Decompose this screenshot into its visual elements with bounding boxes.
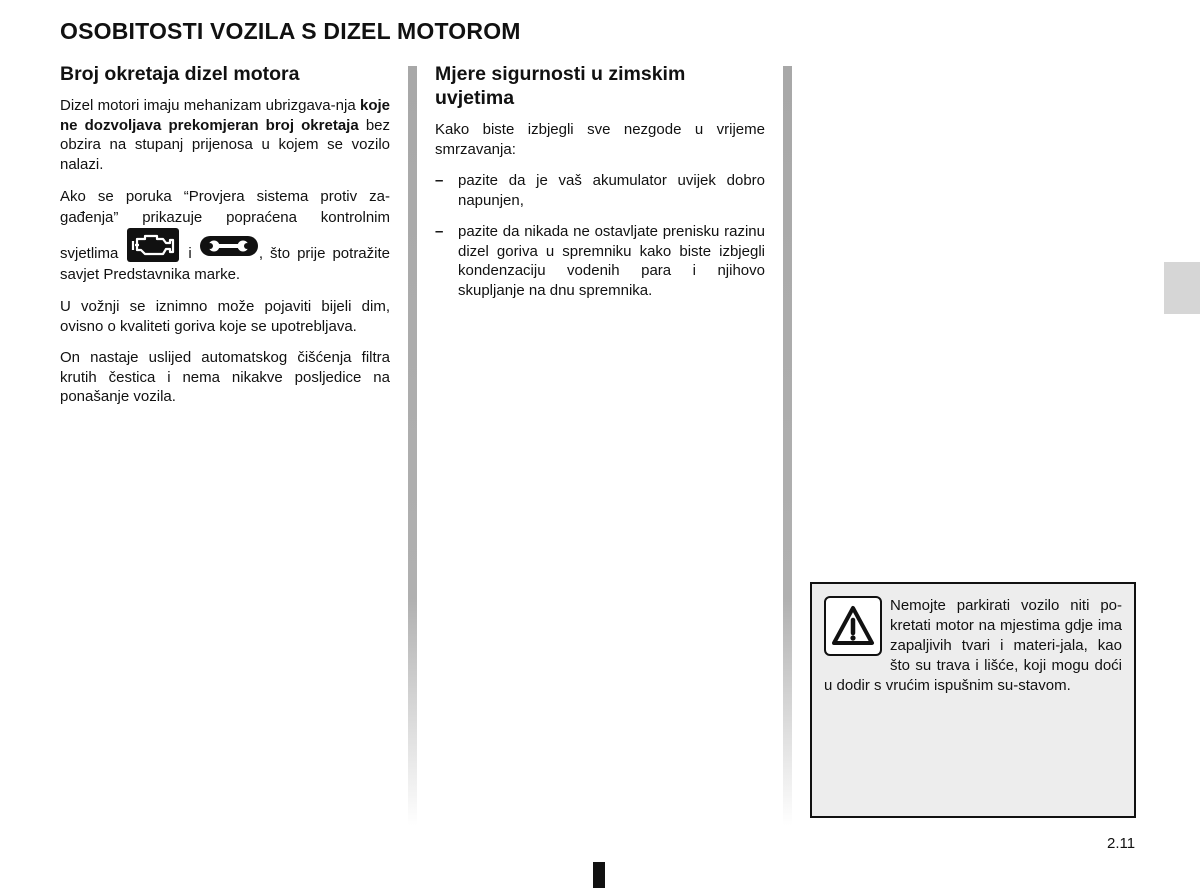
middle-column — [435, 62, 765, 312]
print-mark — [593, 862, 605, 888]
warning-box — [810, 582, 1136, 818]
paragraph-text: bez obzira na stupanj prijenosa u kojem se vozilo nalazi. — [60, 116, 390, 173]
paragraph: U vožnji se iznimno može pojaviti bijeli dim, ovisno o kvaliteti goriva koje se upotrebljava. — [60, 298, 390, 335]
paragraph: Kako biste izbjegli sve nezgode u vrijeme smrzavanja: — [435, 121, 765, 158]
paragraph-text: i — [181, 245, 199, 262]
list-item-text: pazite da nikada ne ostavljate prenisku razinu dizel goriva u spremniku kako biste izbjegli kondenzaciju vodenih para i njihovo skupljanje na dnu spremnika. — [458, 223, 765, 299]
paragraph-text: , što prije potražite savjet Predstavnika marke. — [60, 245, 390, 283]
paragraph-bold-text: koje ne dozvoljava prekomjeran broj okretaja — [60, 97, 390, 134]
section-heading: Broj okretaja dizel motora — [60, 63, 300, 85]
paragraph: On nastaje uslijed automatskog čišćenja filtra krutih čestica i nema nikakve posljedice na ponašanje vozila. — [60, 349, 390, 405]
warning-triangle-icon — [824, 596, 882, 656]
list-item-text: pazite da je vaš akumulator uvijek dobro napunjen, — [458, 172, 765, 209]
paragraph — [60, 96, 390, 174]
paragraph — [60, 186, 390, 285]
paragraph-text: Dizel motori imaju mehanizam ubrizgava-nja — [60, 97, 360, 114]
column-separator — [408, 66, 417, 826]
service-wrench-icon — [200, 236, 258, 256]
dash-bullet: – — [435, 223, 444, 240]
engine-warning-icon — [127, 228, 179, 262]
chapter-tab — [1164, 262, 1200, 314]
page-title: OSOBITOSTI VOZILA S DIZEL MOTOROM — [60, 18, 521, 44]
column-separator — [783, 66, 792, 826]
warning-text: Nemojte parkirati vozilo niti po-kretati motor na mjestima gdje ima zapaljivih tvari i materi-jala, kao što su trava i lišće, koji mogu doći u dodir s vrućim ispušnim su-stavom. — [824, 597, 1122, 694]
dash-bullet: – — [435, 172, 444, 189]
section-heading: Mjere sigurnosti u zimskim uvjetima — [435, 63, 686, 109]
left-column — [60, 62, 390, 419]
list-item — [435, 222, 765, 300]
page-number: 2.11 — [1107, 835, 1136, 852]
paragraph-text: Ako se poruka “Provjera sistema protiv za-gađenja” prikazuje popraćena kontrolnim svjetlima — [60, 188, 390, 262]
list-item — [435, 171, 765, 210]
